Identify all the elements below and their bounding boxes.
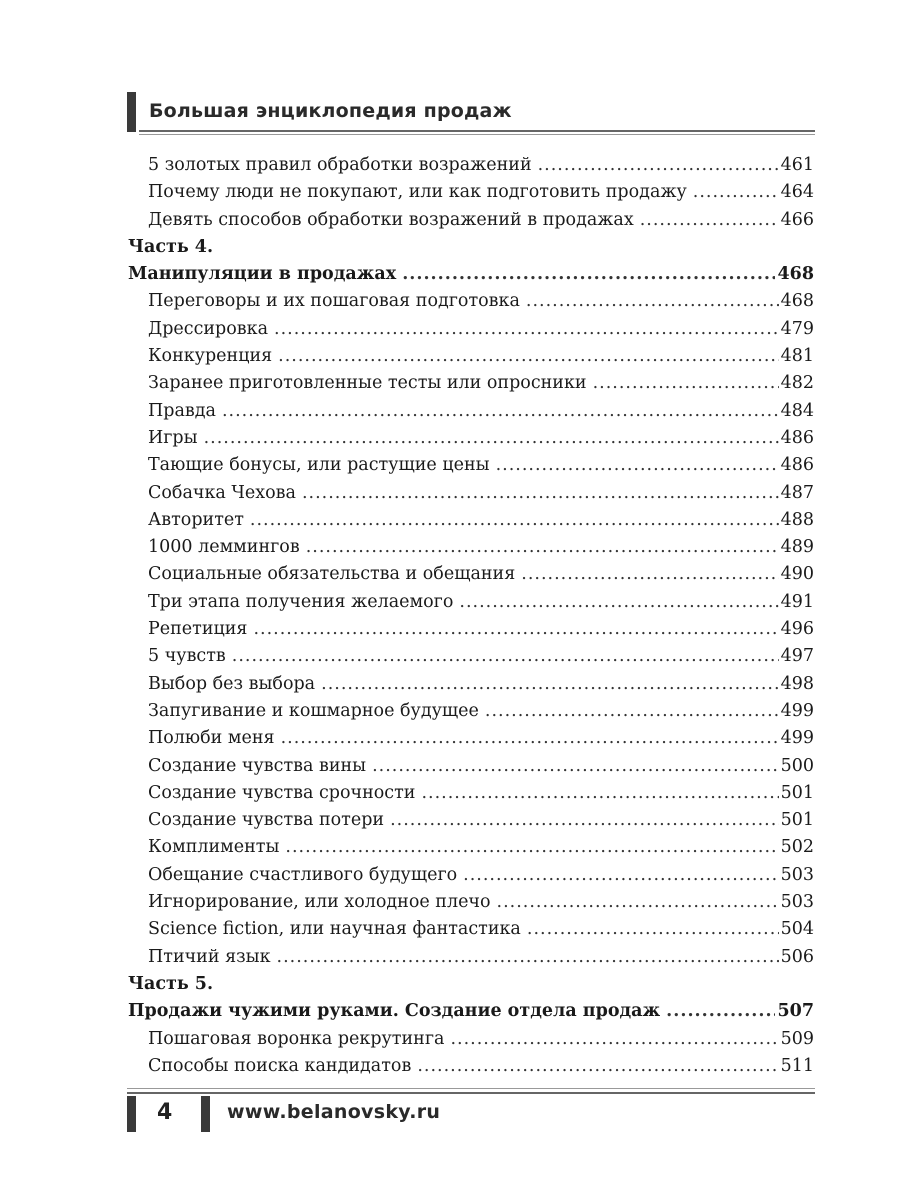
toc-entry[interactable] xyxy=(128,1029,814,1056)
toc-entry-page: 479 xyxy=(780,318,814,339)
toc-entry[interactable] xyxy=(128,428,814,455)
leader-dots xyxy=(274,319,779,339)
leader-dots xyxy=(417,1056,778,1076)
toc-entry-page: 498 xyxy=(780,673,814,694)
toc-entry[interactable] xyxy=(128,892,814,919)
leader-dots xyxy=(693,182,779,202)
toc-entry-page: 466 xyxy=(780,209,814,230)
toc-entry-title: Правда xyxy=(148,400,216,421)
leader-dots xyxy=(459,592,778,612)
toc-entry-page: 482 xyxy=(780,373,814,394)
leader-dots xyxy=(321,674,778,694)
header-rule xyxy=(139,130,815,132)
leader-dots xyxy=(521,564,778,584)
toc-entry-page: 486 xyxy=(780,455,814,476)
toc-entry[interactable] xyxy=(128,865,814,892)
leader-dots xyxy=(253,619,778,639)
toc-entry[interactable] xyxy=(128,674,814,701)
leader-dots xyxy=(463,865,778,885)
leader-dots xyxy=(497,892,779,912)
toc-entry-title: Создание чувства вины xyxy=(148,755,367,776)
toc-entry-title: Почему люди не покупают, или как подготовить продажу xyxy=(148,182,687,203)
toc-group-3 xyxy=(128,1029,814,1084)
toc-entry-title: Обещание счастливого будущего xyxy=(148,864,458,885)
footer-bar-right xyxy=(201,1096,210,1132)
leader-dots xyxy=(285,837,778,857)
page-footer xyxy=(127,1088,815,1136)
leader-dots xyxy=(232,646,779,666)
leader-dots xyxy=(450,1029,778,1049)
toc-entry[interactable] xyxy=(128,564,814,591)
toc-entry-title: Репетиция xyxy=(148,619,248,640)
toc-entry[interactable] xyxy=(128,646,814,673)
toc-entry[interactable] xyxy=(128,537,814,564)
toc-entry[interactable] xyxy=(128,401,814,428)
part-4-heading[interactable] xyxy=(128,264,814,291)
toc-group-2 xyxy=(128,291,814,973)
toc-entry-page: 486 xyxy=(780,427,814,448)
leader-dots xyxy=(485,701,779,721)
toc-entry-title: Дрессировка xyxy=(148,318,269,339)
toc-entry[interactable] xyxy=(128,483,814,510)
page-number: 4 xyxy=(157,1100,173,1125)
leader-dots xyxy=(306,537,779,557)
header-bar xyxy=(127,92,136,132)
toc-entry[interactable] xyxy=(128,1056,814,1083)
header-rule-thin xyxy=(139,134,815,135)
toc-entry[interactable] xyxy=(128,701,814,728)
toc-entry-title: 5 золотых правил обработки возражений xyxy=(148,155,532,175)
leader-dots xyxy=(593,373,779,393)
toc-entry-page: 464 xyxy=(780,182,814,203)
toc-entry-title: Игнорирование, или холодное плечо xyxy=(148,892,491,913)
part-4-label: Часть 4. xyxy=(128,236,214,257)
toc-entry-page: 487 xyxy=(780,482,814,503)
toc-entry[interactable] xyxy=(128,947,814,974)
leader-dots xyxy=(527,919,779,939)
toc-entry[interactable] xyxy=(128,291,814,318)
toc-entry-page: 499 xyxy=(780,728,814,749)
leader-dots xyxy=(496,455,779,475)
toc-entry-page: 484 xyxy=(780,400,814,421)
toc-entry[interactable] xyxy=(128,510,814,537)
leader-dots xyxy=(390,810,779,830)
toc-entry-title: Девять способов обработки возражений в продажах xyxy=(148,209,634,230)
toc-entry[interactable] xyxy=(128,619,814,646)
leader-dots xyxy=(421,783,778,803)
toc-entry-title: 1000 леммингов xyxy=(148,537,300,558)
toc-group-1 xyxy=(128,155,814,237)
leader-dots xyxy=(526,291,779,311)
toc-entry-page: 499 xyxy=(780,700,814,721)
table-of-contents xyxy=(128,155,814,1083)
toc-entry-title: Собачка Чехова xyxy=(148,482,296,503)
toc-entry[interactable] xyxy=(128,346,814,373)
toc-entry-title: Три этапа получения желаемого xyxy=(148,591,454,612)
toc-entry-title: Запугивание и кошмарное будущее xyxy=(148,700,479,721)
leader-dots xyxy=(278,346,778,366)
toc-entry[interactable] xyxy=(128,319,814,346)
footer-rule-thin xyxy=(127,1088,815,1089)
toc-entry[interactable] xyxy=(128,837,814,864)
toc-entry-page: 491 xyxy=(780,591,814,612)
toc-entry-page: 497 xyxy=(780,646,814,667)
leader-dots xyxy=(250,510,779,530)
toc-entry[interactable] xyxy=(128,373,814,400)
toc-entry[interactable] xyxy=(128,155,814,182)
toc-entry[interactable] xyxy=(128,919,814,946)
toc-entry[interactable] xyxy=(128,455,814,482)
toc-entry-title: Способы поиска кандидатов xyxy=(148,1055,412,1076)
leader-dots xyxy=(281,728,779,748)
footer-rule xyxy=(127,1092,815,1094)
website-url: www.belanovsky.ru xyxy=(227,1101,441,1123)
leader-dots xyxy=(640,210,779,230)
toc-entry-page: 500 xyxy=(780,755,814,776)
toc-entry[interactable] xyxy=(128,783,814,810)
toc-entry-title: Переговоры и их пошаговая подготовка xyxy=(148,291,520,312)
leader-dots xyxy=(302,483,779,503)
page-header xyxy=(127,90,815,134)
toc-entry[interactable] xyxy=(128,210,814,237)
toc-entry-page: 511 xyxy=(780,1055,814,1076)
toc-entry-title: Комплименты xyxy=(148,837,280,858)
toc-entry-title: Полюби меня xyxy=(148,728,275,749)
leader-dots xyxy=(666,1001,775,1021)
toc-entry-title: Science fiction, или научная фантастика xyxy=(148,919,521,940)
toc-entry-title: Создание чувства срочности xyxy=(148,782,416,803)
toc-entry-page: 468 xyxy=(780,291,814,312)
toc-entry-page: 509 xyxy=(780,1028,814,1049)
toc-entry[interactable] xyxy=(128,756,814,783)
toc-entry-title: Тающие бонусы, или растущие цены xyxy=(148,455,490,476)
leader-dots xyxy=(372,756,779,776)
toc-entry-page: 503 xyxy=(780,864,814,885)
toc-entry-title: Конкуренция xyxy=(148,346,273,367)
toc-entry-title: Продажи чужими руками. Создание отдела продаж xyxy=(128,1001,661,1022)
toc-entry[interactable] xyxy=(128,728,814,755)
toc-entry-page: 481 xyxy=(780,346,814,367)
toc-entry-page: 501 xyxy=(780,810,814,831)
toc-entry[interactable] xyxy=(128,810,814,837)
toc-entry-title: Авторитет xyxy=(148,509,244,530)
leader-dots xyxy=(204,428,779,448)
toc-entry-page: 489 xyxy=(780,537,814,558)
toc-entry-page: 490 xyxy=(780,564,814,585)
leader-dots xyxy=(402,264,775,284)
footer-bar-left xyxy=(127,1096,136,1132)
toc-entry-title: Заранее приготовленные тесты или опросники xyxy=(148,373,587,394)
book-title: Большая энциклопедия продаж xyxy=(149,100,512,122)
leader-dots xyxy=(538,155,779,175)
toc-entry[interactable] xyxy=(128,592,814,619)
toc-entry-page: 504 xyxy=(780,919,814,940)
part-5-label: Часть 5. xyxy=(128,973,214,994)
part-5-heading[interactable] xyxy=(128,1001,814,1028)
toc-entry-title: Игры xyxy=(148,427,198,448)
toc-entry-page: 488 xyxy=(780,509,814,530)
toc-entry-title: Выбор без выбора xyxy=(148,673,316,694)
toc-entry-title: Создание чувства потери xyxy=(148,810,385,831)
toc-entry-title: 5 чувств xyxy=(148,646,226,667)
toc-entry-page: 506 xyxy=(780,946,814,967)
toc-entry-page: 503 xyxy=(780,892,814,913)
toc-entry-page: 507 xyxy=(777,1001,814,1022)
toc-entry-title: Птичий язык xyxy=(148,946,271,967)
toc-entry-page: 502 xyxy=(780,837,814,858)
toc-entry-title: Социальные обязательства и обещания xyxy=(148,564,516,585)
leader-dots xyxy=(222,401,779,421)
toc-entry-page: 461 xyxy=(780,155,814,175)
toc-entry-title: Манипуляции в продажах xyxy=(128,264,397,285)
toc-entry-page: 496 xyxy=(780,619,814,640)
toc-entry-page: 501 xyxy=(780,782,814,803)
toc-entry[interactable] xyxy=(128,182,814,209)
leader-dots xyxy=(277,947,779,967)
toc-entry-title: Пошаговая воронка рекрутинга xyxy=(148,1028,445,1049)
toc-entry-page: 468 xyxy=(777,264,814,285)
